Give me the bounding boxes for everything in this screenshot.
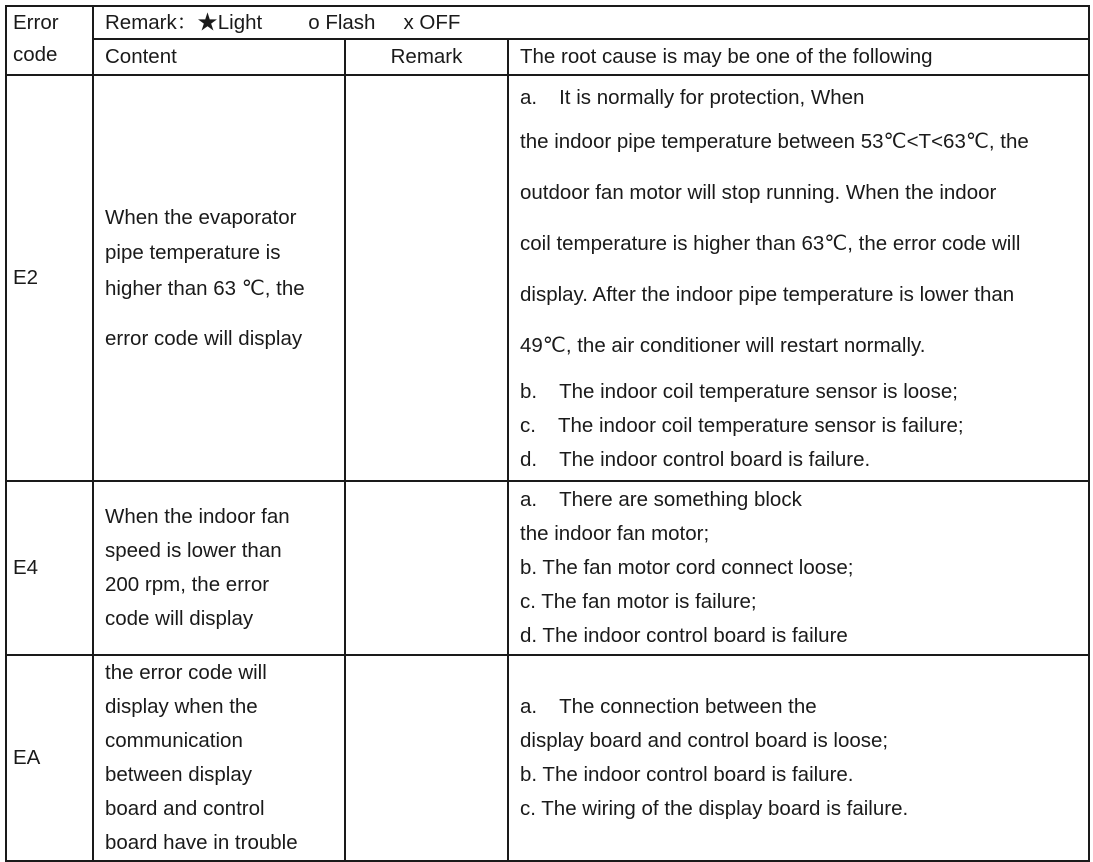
column-header-remark: Remark [345, 39, 508, 75]
column-header-root-cause: The root cause is may be one of the following [508, 39, 1089, 75]
content-cell [93, 481, 345, 655]
cause-line: 49℃, the air conditioner will restart normally. [520, 333, 926, 357]
error-code-header [6, 6, 93, 75]
legend-light: ★Light [197, 10, 263, 34]
legend-row [6, 6, 1089, 39]
cause-line: b. The indoor coil temperature sensor is loose; [520, 379, 958, 403]
cause-line: the indoor pipe temperature between 53℃<T<63℃, the [520, 129, 1029, 153]
content-cell [93, 75, 345, 481]
content-line: between display [105, 763, 253, 786]
legend-flash: o Flash [308, 10, 376, 34]
column-header-row [6, 39, 1089, 75]
cause-line: c. The fan motor is failure; [520, 590, 757, 613]
cause-line: b. The indoor control board is failure. [520, 763, 854, 786]
column-header-content: Content [93, 39, 345, 75]
table-row-e4 [6, 481, 1089, 655]
cause-line: c. The indoor coil temperature sensor is failure; [520, 413, 964, 437]
table-row-ea [6, 655, 1089, 861]
error-code-cell: E4 [6, 481, 93, 655]
cause-line: display. After the indoor pipe temperature is lower than [520, 282, 1015, 306]
content-line: the error code will [105, 661, 267, 684]
cause-line: a. The connection between the [520, 695, 817, 718]
content-line: communication [105, 729, 243, 752]
content-line: display when the [105, 695, 258, 718]
content-cell [93, 655, 345, 861]
cause-line: d. The indoor control board is failure [520, 624, 848, 647]
content-line: code will display [105, 607, 254, 630]
remark-cell [345, 655, 508, 861]
error-code-header-line2: code [13, 43, 58, 66]
table-row-e2 [6, 75, 1089, 481]
root-cause-cell [508, 655, 1089, 861]
content-line: speed is lower than [105, 539, 282, 562]
cause-line: coil temperature is higher than 63℃, the error code will [520, 231, 1021, 255]
cause-line: a. It is normally for protection, When [520, 85, 865, 109]
error-code-header-line1: Error [13, 11, 59, 34]
root-cause-cell [508, 481, 1089, 655]
cause-line: the indoor fan motor; [520, 522, 710, 545]
content-line: error code will display [105, 327, 303, 350]
cause-line: b. The fan motor cord connect loose; [520, 556, 854, 579]
root-cause-cell [508, 75, 1089, 481]
cause-line: display board and control board is loose; [520, 729, 889, 752]
remark-cell [345, 481, 508, 655]
error-code-cell: EA [6, 655, 93, 861]
content-line: When the evaporator [105, 206, 297, 229]
content-line: pipe temperature is [105, 241, 281, 264]
cause-line: a. There are something block [520, 488, 802, 511]
content-line: higher than 63 ℃, the [105, 277, 305, 300]
cause-line: c. The wiring of the display board is failure. [520, 797, 909, 820]
cause-line: outdoor fan motor will stop running. When the indoor [520, 180, 997, 204]
legend-label: Remark： [105, 10, 198, 34]
content-line: 200 rpm, the error [105, 573, 270, 596]
content-line: board and control [105, 797, 265, 820]
error-code-cell: E2 [6, 75, 93, 481]
legend-off: x OFF [403, 10, 461, 34]
content-line: When the indoor fan [105, 505, 290, 528]
error-code-table [5, 5, 1090, 862]
content-line: board have in trouble [105, 831, 298, 854]
cause-line: d. The indoor control board is failure. [520, 447, 871, 471]
remark-cell [345, 75, 508, 481]
remark-legend [93, 6, 1089, 39]
